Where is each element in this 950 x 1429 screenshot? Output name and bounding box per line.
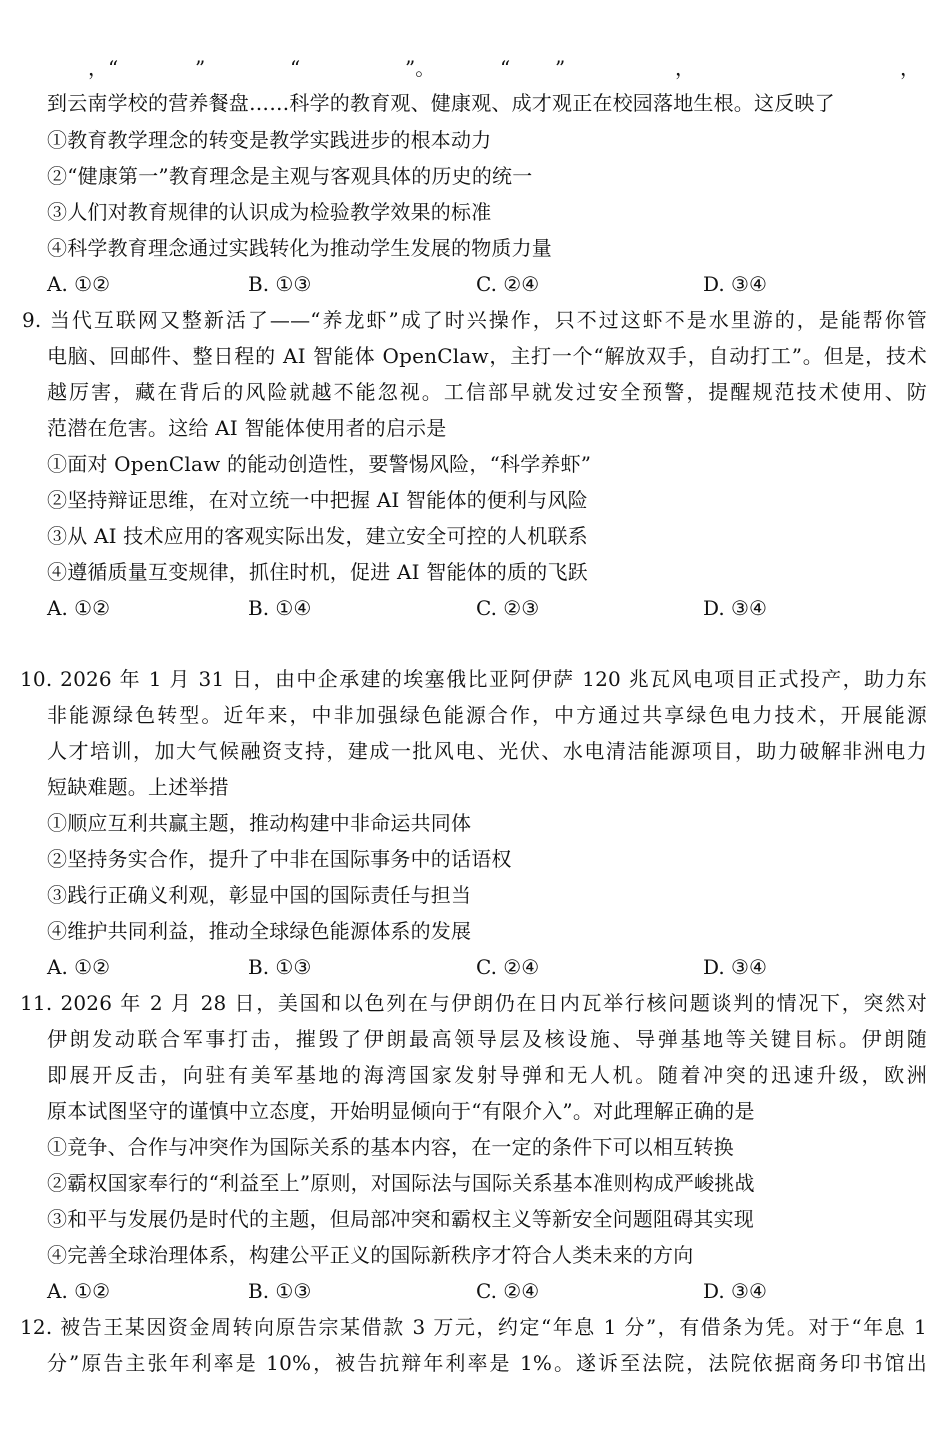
question-stem-line: 人才培训，加大气候融资支持，建成一批风电、光伏、水电清洁能源项目，助力破解非洲电力 bbox=[47, 739, 927, 763]
question-stem-line: 电脑、回邮件、整日程的 AI 智能体 OpenClaw，主打一个“解放双手，自动打工”。但是，技术 bbox=[47, 344, 927, 368]
question-stem-line: 10. 2026 年 1 月 31 日，由中企承建的埃塞俄比亚阿伊萨 120 兆瓦风电项目正式投产，助力东 bbox=[20, 667, 927, 691]
question-stem-line: 即展开反击，向驻有美军基地的海湾国家发射导弹和无人机。随着冲突的迅速升级，欧洲 bbox=[47, 1063, 927, 1087]
statement: ③从 AI 技术应用的客观实际出发，建立安全可控的人机联系 bbox=[47, 524, 588, 548]
answer-option-c: C. ②④ bbox=[476, 1279, 540, 1303]
answer-option-b: B. ①③ bbox=[248, 955, 312, 979]
top-fragment: “ bbox=[500, 56, 511, 80]
statement: ③人们对教育规律的认识成为检验教学效果的标准 bbox=[47, 200, 492, 224]
question-stem-line: 11. 2026 年 2 月 28 日，美国和以色列在与伊朗仍在日内瓦举行核问题谈判的情况下，突然对 bbox=[20, 991, 927, 1015]
statement: ①教育教学理念的转变是教学实践进步的根本动力 bbox=[47, 128, 492, 152]
statement: ④遵循质量互变规律，抓住时机，促进 AI 智能体的质的飞跃 bbox=[47, 560, 588, 584]
answer-option-d: D. ③④ bbox=[703, 272, 767, 296]
statement: ①面对 OpenClaw 的能动创造性，要警惕风险，“科学养虾” bbox=[47, 452, 592, 476]
answer-option-d: D. ③④ bbox=[703, 1279, 767, 1303]
question-stem-line: 12. 被告王某因资金周转向原告宗某借款 3 万元，约定“年息 1 分”，有借条为凭。对于“年息 1 bbox=[20, 1315, 927, 1339]
answer-option-d: D. ③④ bbox=[703, 596, 767, 620]
statement: ④完善全球治理体系，构建公平正义的国际新秩序才符合人类未来的方向 bbox=[47, 1243, 694, 1267]
top-fragment: “ bbox=[290, 56, 301, 80]
statement: ③践行正确义利观，彰显中国的国际责任与担当 bbox=[47, 883, 472, 907]
top-fragment: ” bbox=[555, 56, 566, 80]
statement: ①顺应互利共赢主题，推动构建中非命运共同体 bbox=[47, 811, 472, 835]
answer-option-c: C. ②③ bbox=[476, 596, 540, 620]
statement: ②坚持辩证思维，在对立统一中把握 AI 智能体的便利与风险 bbox=[47, 488, 588, 512]
statement: ①竞争、合作与冲突作为国际关系的基本内容，在一定的条件下可以相互转换 bbox=[47, 1135, 734, 1159]
question-stem-line: 分”原告主张年利率是 10%，被告抗辩年利率是 1%。遂诉至法院，法院依据商务印书馆出 bbox=[47, 1351, 927, 1375]
answer-option-b: B. ①③ bbox=[248, 1279, 312, 1303]
answer-option-c: C. ②④ bbox=[476, 272, 540, 296]
question-stem-line: 伊朗发动联合军事打击，摧毁了伊朗最高领导层及核设施、导弹基地等关键目标。伊朗随 bbox=[47, 1027, 927, 1051]
answer-option-a: A. ①② bbox=[47, 596, 111, 620]
question-stem-line: 范潜在危害。这给 AI 智能体使用者的启示是 bbox=[47, 416, 447, 440]
answer-option-b: B. ①③ bbox=[248, 272, 312, 296]
top-fragment: ， bbox=[675, 56, 695, 80]
statement: ④维护共同利益，推动全球绿色能源体系的发展 bbox=[47, 919, 472, 943]
statement: ②“健康第一”教育理念是主观与客观具体的历史的统一 bbox=[47, 164, 533, 188]
answer-option-c: C. ②④ bbox=[476, 955, 540, 979]
statement: ②坚持务实合作，提升了中非在国际事务中的话语权 bbox=[47, 847, 512, 871]
question-stem-line: 9. 当代互联网又整新活了——“养龙虾”成了时兴操作，只不过这虾不是水里游的，是能帮你管 bbox=[22, 308, 927, 332]
top-fragment: ，“ bbox=[88, 56, 119, 80]
question-stem-line: 到云南学校的营养餐盘……科学的教育观、健康观、成才观正在校园落地生根。这反映了 bbox=[47, 91, 835, 115]
answer-option-d: D. ③④ bbox=[703, 955, 767, 979]
question-stem-line: 短缺难题。上述举措 bbox=[47, 775, 229, 799]
top-fragment: ， bbox=[900, 56, 920, 80]
question-stem-line: 原本试图坚守的谨慎中立态度，开始明显倾向于“有限介入”。对此理解正确的是 bbox=[47, 1099, 755, 1123]
question-stem-line: 非能源绿色转型。近年来，中非加强绿色能源合作，中方通过共享绿色电力技术，开展能源 bbox=[47, 703, 927, 727]
answer-option-a: A. ①② bbox=[47, 955, 111, 979]
statement: ②霸权国家奉行的“利益至上”原则，对国际法与国际关系基本准则构成严峻挑战 bbox=[47, 1171, 755, 1195]
top-fragment: ” bbox=[195, 56, 206, 80]
statement: ③和平与发展仍是时代的主题，但局部冲突和霸权主义等新安全问题阻碍其实现 bbox=[47, 1207, 754, 1231]
statement: ④科学教育理念通过实践转化为推动学生发展的物质力量 bbox=[47, 236, 552, 260]
answer-option-b: B. ①④ bbox=[248, 596, 312, 620]
answer-option-a: A. ①② bbox=[47, 1279, 111, 1303]
top-fragment: ”。 bbox=[405, 56, 436, 80]
question-stem-line: 越厉害，藏在背后的风险就越不能忽视。工信部早就发过安全预警，提醒规范技术使用、防 bbox=[47, 380, 927, 404]
answer-option-a: A. ①② bbox=[47, 272, 111, 296]
